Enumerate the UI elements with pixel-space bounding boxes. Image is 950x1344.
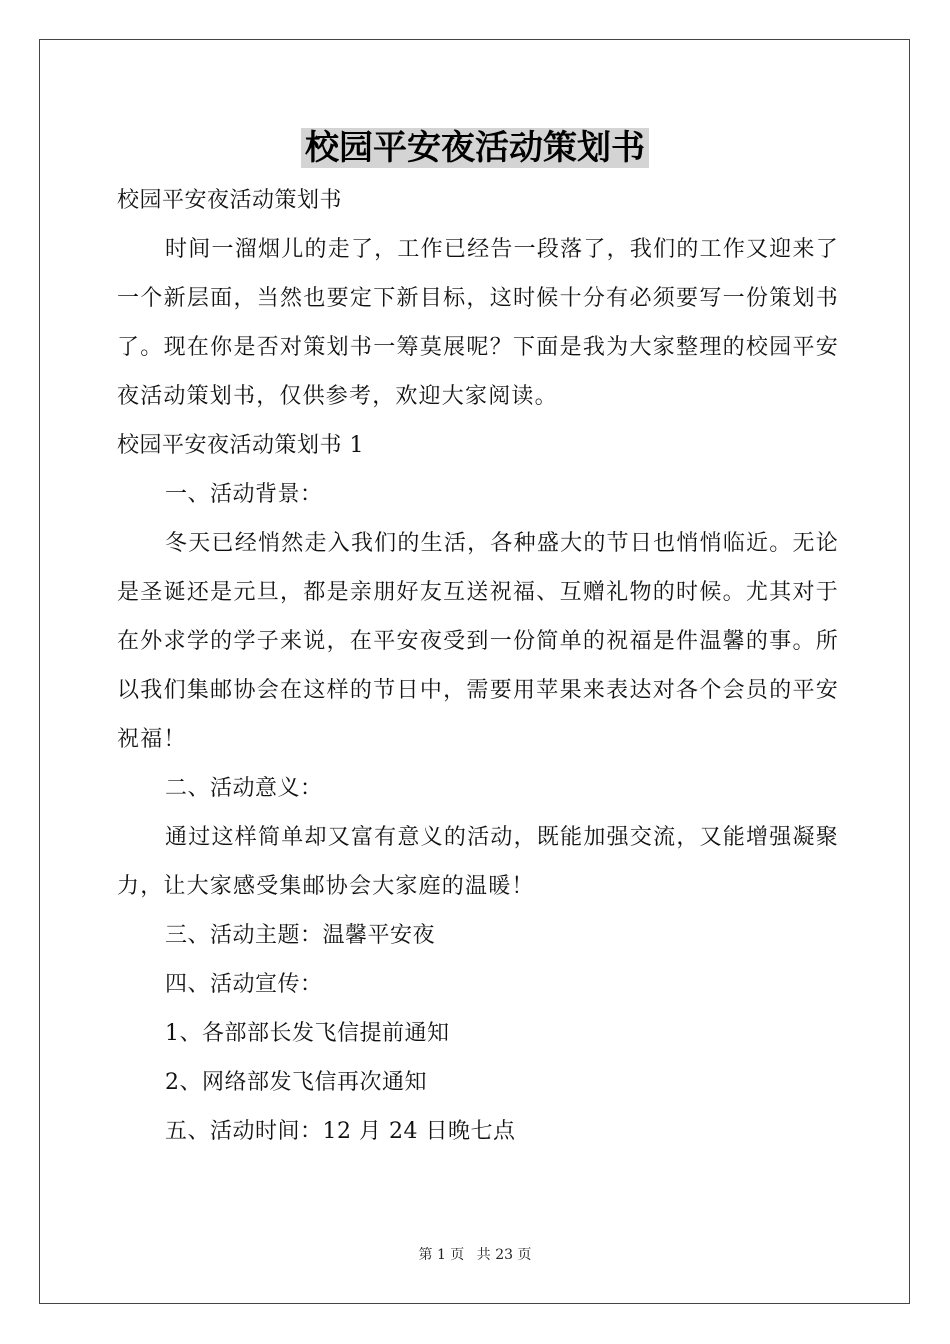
promotion-heading: 四、活动宣传： bbox=[165, 972, 323, 997]
background-heading: 一、活动背景： bbox=[165, 482, 323, 507]
document-title bbox=[0, 124, 950, 172]
theme-line: 三、活动主题：温馨平安夜 bbox=[165, 923, 436, 948]
page-total: 共 23 页 bbox=[476, 1247, 532, 1263]
document-title-text: 校园平安夜活动策划书 bbox=[301, 128, 649, 168]
intro-paragraph: 时间一溜烟儿的走了，工作已经告一段落了，我们的工作又迎来了一个新层面，当然也要定下新目标，这时候十分有必须要写一份策划书了。现在你是否对策划书一筹莫展呢？下面是我为大家整理的校园平安夜活动策划书，仅供参考，欢迎大家阅读。 bbox=[117, 237, 839, 409]
page-footer bbox=[0, 1244, 950, 1264]
background-paragraph: 冬天已经悄然走入我们的生活，各种盛大的节日也悄悄临近。无论是圣诞还是元旦，都是亲朋好友互送祝福、互赠礼物的时候。尤其对于在外求学的学子来说，在平安夜受到一份简单的祝福是件温馨的事。所以我们集邮协会在这样的节日中，需要用苹果来表达对各个会员的平安祝福！ bbox=[117, 531, 839, 752]
promotion-item-1: 1、各部部长发飞信提前通知 bbox=[165, 1021, 450, 1046]
page-number: 第 1 页 bbox=[418, 1247, 465, 1263]
subtitle-line: 校园平安夜活动策划书 bbox=[117, 188, 343, 213]
document-body bbox=[117, 176, 839, 1156]
meaning-heading: 二、活动意义： bbox=[165, 776, 323, 801]
time-line: 五、活动时间：12 月 24 日晚七点 bbox=[165, 1119, 516, 1144]
meaning-paragraph: 通过这样简单却又富有意义的活动，既能加强交流，又能增强凝聚力，让大家感受集邮协会大家庭的温暖！ bbox=[117, 825, 839, 899]
promotion-item-2: 2、网络部发飞信再次通知 bbox=[165, 1070, 427, 1095]
section-heading: 校园平安夜活动策划书 1 bbox=[117, 433, 364, 458]
